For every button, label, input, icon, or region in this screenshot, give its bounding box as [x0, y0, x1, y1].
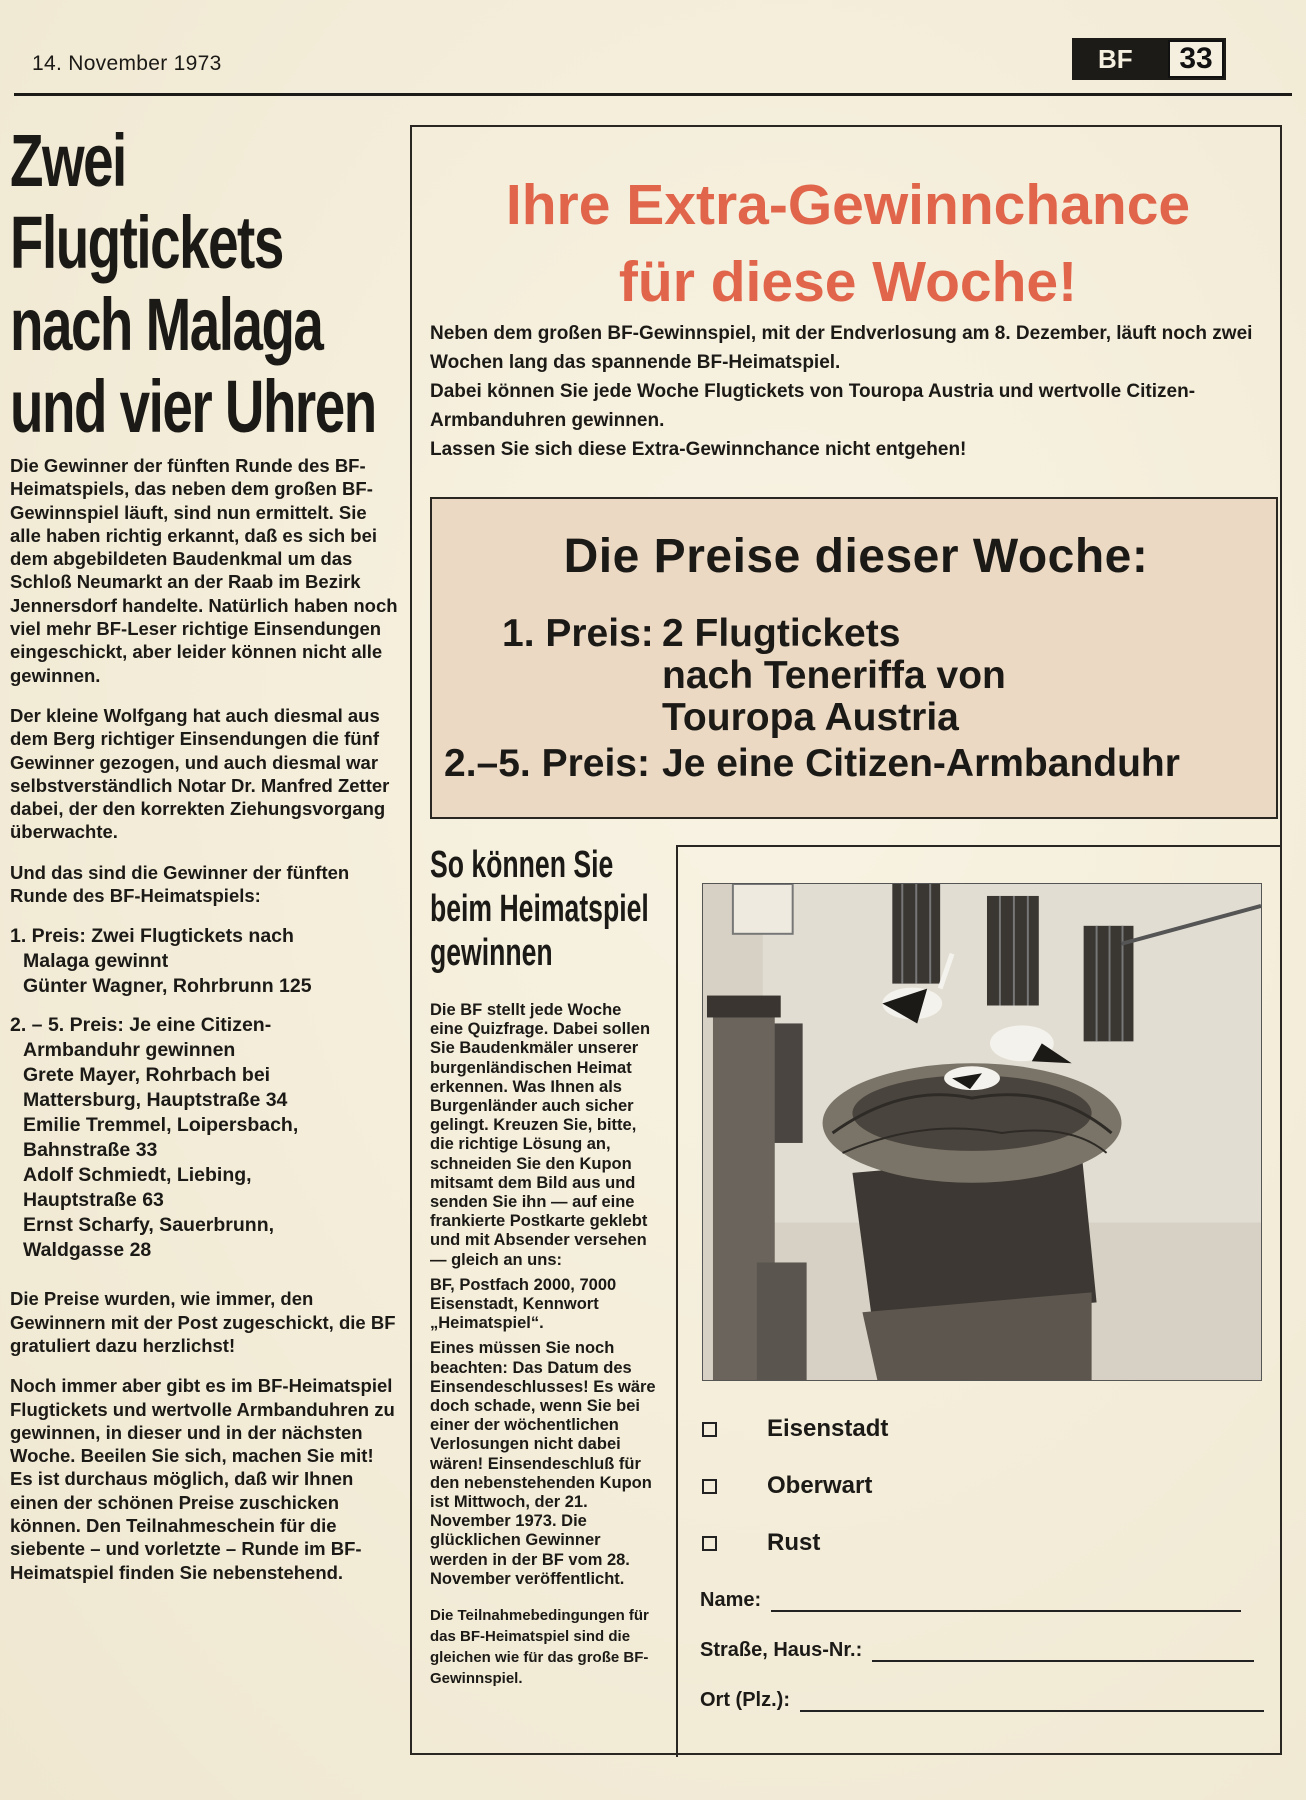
- first-prize-winner: Günter Wagner, Rohrbrunn 125: [23, 975, 312, 998]
- article-paragraph: Der kleine Wolfgang hat auch diesmal aus dem Berg richtiger Einsendungen die fünf Gewinner gezogen, und auch diesmal war selbstverständlich Notar Dr. Manfred Zetter dabei, der den korrekten Ziehungsvorgang überwachte.: [10, 704, 390, 843]
- winner-entry: [10, 1213, 400, 1263]
- how-to-footer: Die Teilnahmebedingungen für das BF-Heimatspiel sind die gleichen wie für das große BF-Gewinnspiel.: [430, 1607, 649, 1688]
- option-rust[interactable]: [702, 1529, 820, 1557]
- field-label: Name:: [700, 1589, 762, 1611]
- option-label: Oberwart: [767, 1472, 873, 1499]
- other-prize-label: 2. – 5. Preis: Je eine Citizen-: [10, 1014, 272, 1037]
- how-to-paragraph: Eines müssen Sie noch beachten: Das Datum des Einsendeschlusses! Es wäre doch schade, wenn Sie bei einer der wöchentlichen Verlosungen nicht dabei wären! Einsendeschluß für den nebenstehenden Kupon ist Mittwoch, der 21. November 1973. Die glücklichen Gewinner werden in der BF vom 28. November veröffentlicht.: [430, 1339, 656, 1588]
- article-paragraph: Noch immer aber gibt es im BF-Heimatspiel Flugtickets und wertvolle Armbanduhren zu gewinnen, in dieser und in der nächsten Woche. Beeilen Sie sich, machen Sie mit! Es ist durchaus möglich, daß wir Ihnen einen der schönen Preise zuschicken können. Den Teilnahmeschein für die siebente – und vorletzte – Runde im BF-Heimatspiel finden Sie nebenstehend.: [10, 1375, 395, 1583]
- promo-paragraph: Dabei können Sie jede Woche Flugtickets von Touropa Austria und wertvolle Citizen-Armbanduhren gewinnen.: [430, 381, 1196, 431]
- first-prize-label: 1. Preis: Zwei Flugtickets nach: [10, 925, 294, 948]
- prizes-box: [430, 497, 1278, 819]
- how-to-column: [430, 843, 656, 1689]
- promo-intro: [430, 319, 1276, 464]
- first-prize-line: nach Teneriffa von: [662, 654, 1006, 697]
- article-paragraph: Die Gewinner der fünften Runde des BF-Heimatspiels, das neben dem großen BF-Gewinnspiel läuft, sind nun ermittelt. Sie alle haben richtig erkannt, daß es sich bei dem abgebildeten Baudenkmal um das Schloß Neumarkt an der Raab im Bezirk Jennersdorf handelte. Natürlich haben noch viel mehr BF-Leser richtige Einsendungen eingeschickt, aber leider können nicht alle gewinnen.: [10, 455, 398, 686]
- page-number: 33: [1168, 40, 1224, 78]
- first-prize-line: 2 Flugtickets: [662, 612, 901, 655]
- city-field[interactable]: [700, 1689, 1264, 1712]
- winner-address: Hauptstraße 63: [23, 1189, 164, 1212]
- headline-line: nach Malaga: [10, 283, 323, 366]
- article-column: [10, 120, 400, 1601]
- first-prize-line: Touropa Austria: [662, 696, 959, 739]
- promo-title: [412, 167, 1284, 321]
- stork-nest-photo: [703, 884, 1261, 1380]
- how-to-address: BF, Postfach 2000, 7000 Eisenstadt, Kennwort „Heimatspiel“.: [430, 1275, 617, 1333]
- first-prize-label-2: Malaga gewinnt: [23, 950, 169, 973]
- article-body: [10, 454, 400, 907]
- write-line[interactable]: [872, 1660, 1254, 1662]
- other-prize-label-2: Armbanduhr gewinnen: [23, 1039, 236, 1062]
- winner-name: Emilie Tremmel, Loipersbach,: [23, 1114, 299, 1137]
- header-rule: [14, 93, 1292, 96]
- checkbox[interactable]: [702, 1536, 717, 1551]
- winner-address: Waldgasse 28: [23, 1239, 152, 1262]
- option-label: Eisenstadt: [767, 1415, 889, 1442]
- second-prize-text: Je eine Citizen-Armbanduhr: [662, 742, 1180, 785]
- entry-coupon[interactable]: [676, 845, 1282, 1757]
- how-to-title-line: gewinnen: [430, 932, 553, 974]
- how-to-title: [430, 843, 649, 975]
- how-to-body: [430, 1001, 656, 1589]
- article-paragraph: Die Preise wurden, wie immer, den Gewinnern mit der Post zugeschickt, die BF gratuliert dazu herzlichst!: [10, 1288, 396, 1356]
- option-label: Rust: [767, 1529, 821, 1556]
- masthead-badge: [1072, 38, 1226, 80]
- promo-title-line: Ihre Extra-Gewinnchance: [505, 173, 1191, 237]
- headline-line: Flugtickets: [10, 201, 283, 284]
- winner-entry: [10, 1113, 400, 1163]
- quiz-photo: [702, 883, 1262, 1381]
- option-oberwart[interactable]: [702, 1472, 872, 1500]
- field-label: Ort (Plz.):: [700, 1689, 790, 1711]
- article-headline: [10, 120, 395, 448]
- brand-name: BF: [1098, 43, 1133, 74]
- how-to-title-line: beim Heimatspiel: [430, 888, 649, 930]
- winner-address: Bahnstraße 33: [23, 1139, 158, 1162]
- promo-box: [410, 125, 1282, 1755]
- how-to-title-line: So können Sie: [430, 844, 614, 886]
- checkbox[interactable]: [702, 1422, 717, 1437]
- write-line[interactable]: [800, 1710, 1264, 1712]
- headline-line: und vier Uhren: [10, 365, 376, 448]
- article-paragraph: Und das sind die Gewinner der fünften Runde des BF-Heimatspiels:: [10, 861, 350, 907]
- option-eisenstadt[interactable]: [702, 1415, 888, 1443]
- promo-paragraph: Lassen Sie sich diese Extra-Gewinnchance nicht entgehen!: [430, 439, 967, 460]
- write-line[interactable]: [771, 1610, 1241, 1612]
- winner-entry: [10, 1063, 400, 1113]
- winner-name: Adolf Schmiedt, Liebing,: [23, 1164, 252, 1187]
- winner-name: Grete Mayer, Rohrbach bei: [23, 1064, 271, 1087]
- second-prize-label: 2.–5. Preis:: [444, 742, 650, 785]
- promo-paragraph: Neben dem großen BF-Gewinnspiel, mit der Endverlosung am 8. Dezember, läuft noch zwei Wochen lang das spannende BF-Heimatspiel.: [430, 323, 1253, 373]
- winner-address: Mattersburg, Hauptstraße 34: [23, 1089, 288, 1112]
- headline-line: Zwei: [10, 119, 126, 202]
- first-prize-label: 1. Preis:: [502, 612, 654, 655]
- promo-title-line: für diese Woche!: [618, 250, 1078, 314]
- issue-date: 14. November 1973: [32, 52, 222, 75]
- street-field[interactable]: [700, 1639, 1254, 1662]
- field-label: Straße, Haus-Nr.:: [700, 1639, 863, 1661]
- prizes-title: Die Preise dieser Woche:: [563, 530, 1149, 583]
- winner-name: Ernst Scharfy, Sauerbrunn,: [23, 1214, 275, 1237]
- winner-entry: [10, 1163, 400, 1213]
- article-closing: [10, 1287, 400, 1584]
- name-field[interactable]: [700, 1589, 1241, 1612]
- how-to-paragraph: Die BF stellt jede Woche eine Quizfrage. Dabei sollen Sie Baudenkmäler unserer burgenländischen Heimat erkennen. Was Ihnen als Burgenländer auch sicher gelingt. Kreuzen Sie, bitte, die richtige Lösung an, schneiden Sie den Kupon mitsamt dem Bild aus und senden Sie ihn — auf eine frankierte Postkarte geklebt und mit Absender versehen — gleich an uns:: [430, 1001, 651, 1269]
- winners-list: [10, 924, 400, 1263]
- checkbox[interactable]: [702, 1479, 717, 1494]
